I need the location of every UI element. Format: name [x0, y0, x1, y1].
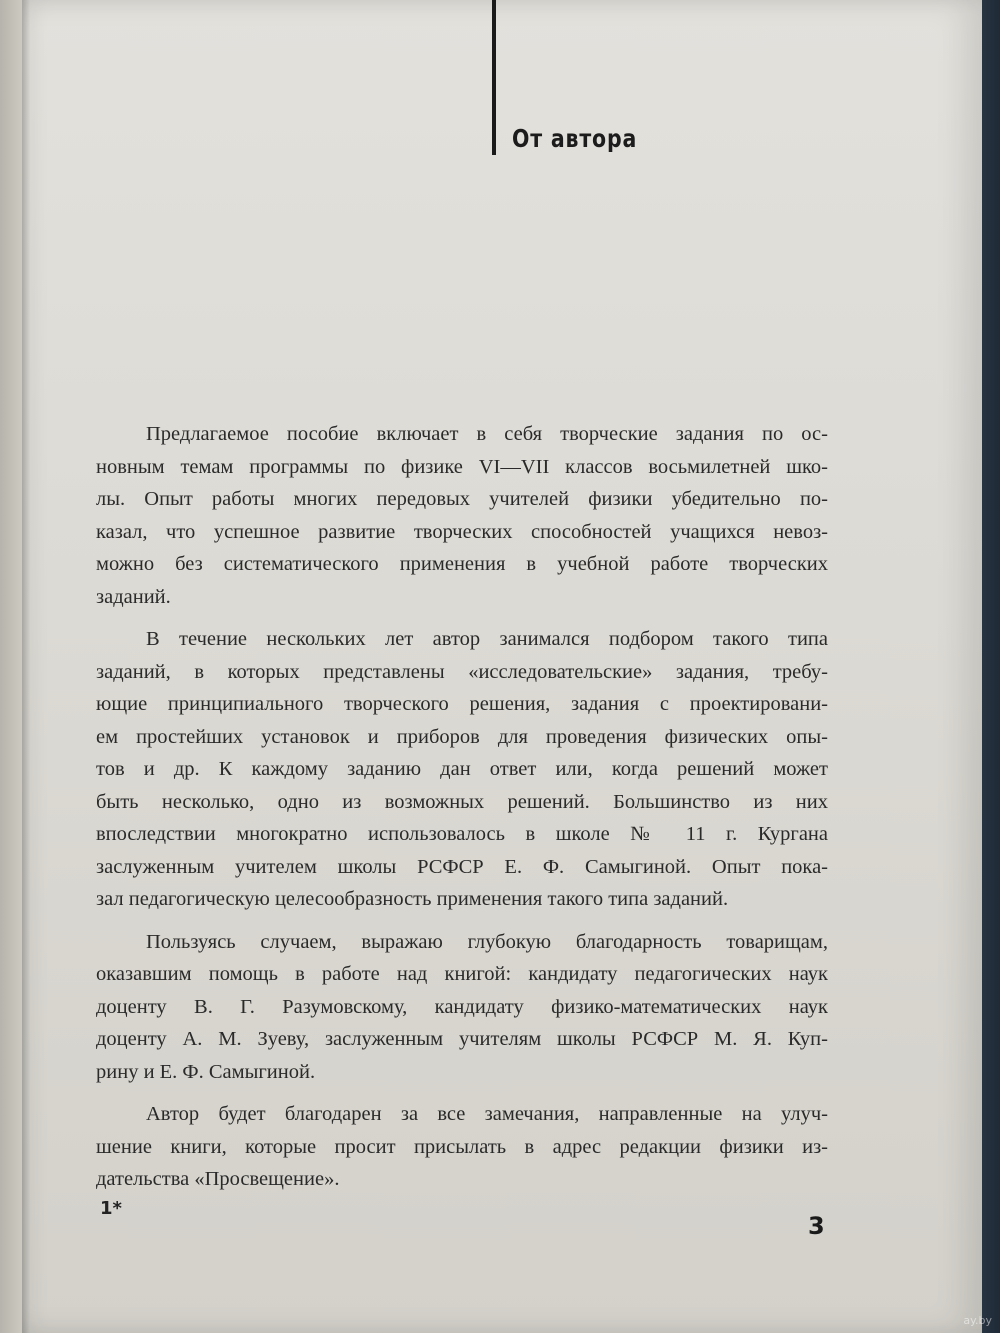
- text-line: лы. Опыт работы многих передовых учителей физики убедительно по-: [96, 488, 828, 510]
- text-line: заданий.: [96, 585, 171, 608]
- text-line: казал, что успешное развитие творческих способностей учащихся невоз-: [96, 520, 828, 543]
- text-line: ем простейших установок и приборов для проведения физических опы-: [96, 725, 828, 748]
- signature-mark: 1*: [100, 1198, 122, 1219]
- text-line: Предлагаемое пособие включает в себя творческие задания по ос-: [146, 423, 828, 445]
- foreword-text: [96, 418, 828, 1206]
- text-line: оказавшим помощь в работе над книгой: кандидату педагогических наук: [96, 963, 828, 985]
- text-line: рину и Е. Ф. Самыгиной.: [96, 1060, 316, 1083]
- text-line: новным темам программы по физике VI—VII классов восьмилетней шко-: [96, 455, 828, 478]
- text-line: быть несколько, одно из возможных решений. Большинство из них: [96, 790, 828, 813]
- paragraph-4: [96, 1098, 828, 1196]
- text-line: доценту В. Г. Разумовскому, кандидату физико-математических наук: [96, 995, 828, 1018]
- text-line: Пользуясь случаем, выражаю глубокую благодарность товарищам,: [146, 930, 828, 953]
- text-line: Автор будет благодарен за все замечания, направленные на улуч-: [146, 1103, 828, 1125]
- text-line: можно без систематического применения в учебной работе творческих: [96, 553, 828, 575]
- text-line: доценту А. М. Зуеву, заслуженным учителям школы РСФСР М. Я. Куп-: [96, 1028, 828, 1050]
- page-number: 3: [808, 1212, 825, 1240]
- text-line: впоследствии многократно использовалось в школе № 11 г. Кургана: [96, 823, 828, 845]
- watermark: ay.by: [963, 1314, 992, 1327]
- text-line: В течение нескольких лет автор занимался подбором такого типа: [146, 628, 828, 650]
- page-heading: От автора: [512, 124, 638, 153]
- text-line: дательства «Просвещение».: [96, 1168, 340, 1190]
- text-line: ющие принципиального творческого решения, задания с проектировани-: [96, 693, 828, 715]
- text-line: тов и др. К каждому заданию дан ответ или, когда решений может: [96, 758, 828, 780]
- text-line: заслуженным учителем школы РСФСР Е. Ф. Самыгиной. Опыт пока-: [96, 855, 828, 878]
- page-fold-shadow: [22, 0, 30, 1333]
- paragraph-3: [96, 926, 828, 1089]
- paragraph-1: [96, 418, 828, 613]
- text-line: зал педагогическую целесообразность применения такого типа заданий.: [96, 888, 729, 910]
- vertical-rule: [492, 0, 496, 155]
- text-line: заданий, в которых представлены «исследовательские» задания, требу-: [96, 660, 828, 683]
- paragraph-2: [96, 623, 828, 916]
- text-line: шение книги, которые просит присылать в адрес редакции физики из-: [96, 1135, 828, 1158]
